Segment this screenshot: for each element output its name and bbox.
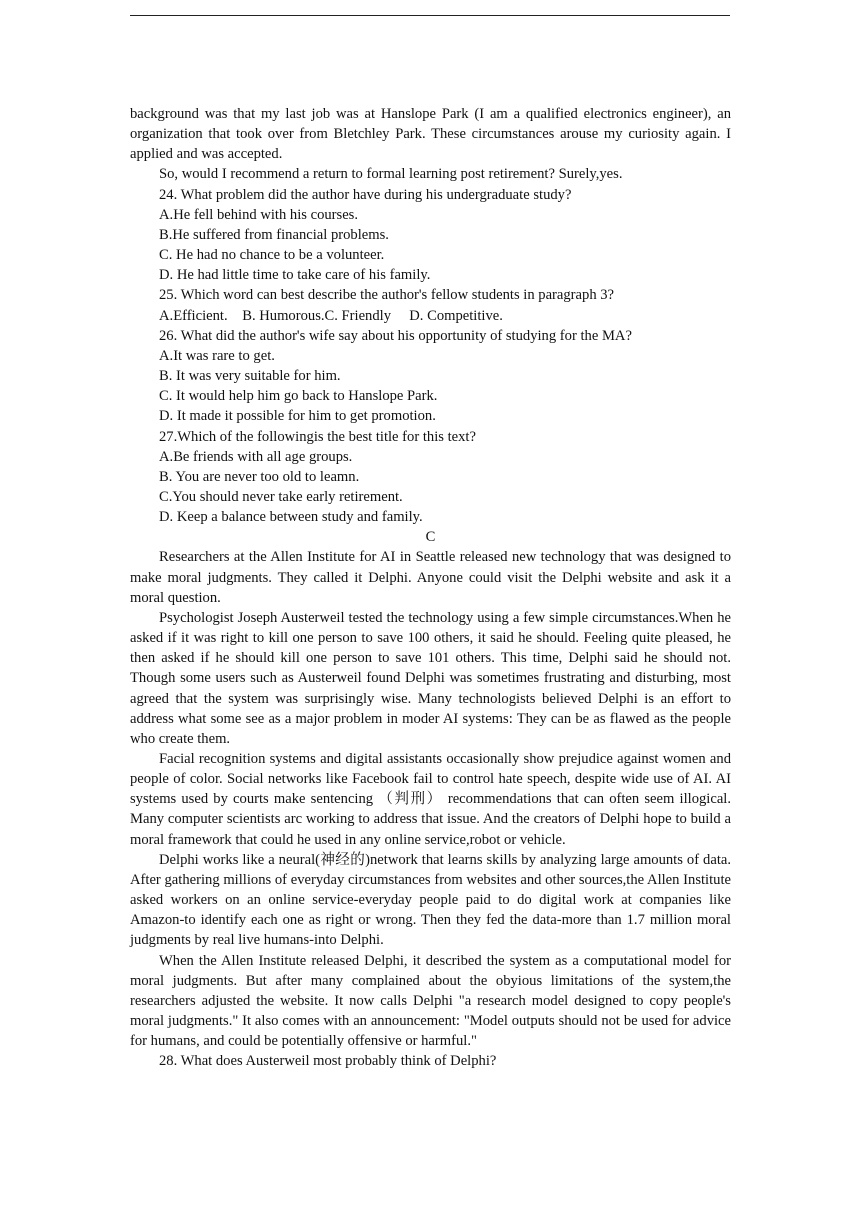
question-24-option-a: A.He fell behind with his courses.	[159, 206, 359, 223]
section-c-paragraph-2: Psychologist Joseph Austerweil tested the technology using a few simple circumstances.When he asked if it was right to kill one person to save 100 others, it said he should. Feeling quite pleased, he then asked if he should kill one person to save 101 others. This time, Delphi said he should not. Though some users such as Austerweil found Delphi was sometimes frustrating and disturbing, most agreed that the system was surprisingly wise. Many technologists believed Delphi is an effort to address what some see as a major problem in moder AI systems: They can be as flawed as the people who create them.	[130, 609, 731, 747]
question-26-option-d: D. It made it possible for him to get promotion.	[159, 408, 436, 425]
question-24-option-b: B.He suffered from financial problems.	[159, 226, 389, 243]
document-body	[130, 104, 731, 1072]
section-c-paragraph-3: Facial recognition systems and digital assistants occasionally show prejudice against women and people of color. Social networks like Facebook fail to control hate speech, despite wide use of AI. AI systems used by courts make sentencing （判刑） recommendations that can often seem illogical. Many computer scientists arc working to address that issue. And the creators of Delphi hope to build a moral framework that could he used in any online service,robot or vehicle.	[130, 751, 731, 848]
question-27-option-d: D. Keep a balance between study and family.	[159, 509, 423, 526]
question-25-option-a: A.Efficient.	[159, 307, 228, 324]
question-24-option-c: C. He had no chance to be a volunteer.	[159, 247, 385, 264]
question-27: 27.Which of the followingis the best title for this text?	[159, 428, 476, 445]
header-rule	[130, 15, 730, 16]
intro-paragraph: background was that my last job was at Hanslope Park (I am a qualified electronics engineer), an organization that took over from Bletchley Park. These circumstances arouse my curiosity again. I applied and was accepted.	[130, 106, 731, 163]
question-25-option-d: D. Competitive.	[409, 307, 503, 324]
conclusion-paragraph: So, would I recommend a return to formal learning post retirement? Surely,yes.	[159, 166, 623, 183]
question-25: 25. Which word can best describe the author's fellow students in paragraph 3?	[159, 287, 615, 304]
question-25-option-b: B. Humorous.	[242, 307, 325, 324]
question-24-option-d: D. He had little time to take care of his family.	[159, 267, 431, 284]
question-25-options	[130, 306, 731, 326]
question-27-option-b: B. You are never too old to leamn.	[159, 468, 360, 485]
question-27-option-a: A.Be friends with all age groups.	[159, 448, 353, 465]
question-26-option-c: C. It would help him go back to Hanslope Park.	[159, 388, 438, 405]
question-25-option-c: C. Friendly	[324, 307, 391, 324]
question-26-option-b: B. It was very suitable for him.	[159, 368, 341, 385]
question-27-option-c: C.You should never take early retirement.	[159, 488, 403, 505]
question-24: 24. What problem did the author have during his undergraduate study?	[159, 186, 572, 203]
section-c-paragraph-5: When the Allen Institute released Delphi, it described the system as a computational model for moral judgments. But after many complained about the obyious limitations of the system,the researchers adjusted the website. It now calls Delphi "a research model designed to copy people's moral judgments." It also comes with an announcement: "Model outputs should not be used for advice for humans, and could be potentially offensive or harmful."	[130, 952, 731, 1050]
question-28: 28. What does Austerweil most probably think of Delphi?	[159, 1053, 497, 1070]
section-c-paragraph-4: Delphi works like a neural(神经的)network that learns skills by analyzing large amounts of data. After gathering millions of everyday circumstances from websites and other sources,the Allen Institute asked workers on an online service-everyday people paid to do digital work at companies like Amazon-to identify each one as right or wrong. Then they fed the data-more than 1.7 million moral judgments by real live humans-into Delphi.	[130, 851, 731, 949]
section-c-heading: C	[425, 529, 436, 546]
question-26: 26. What did the author's wife say about his opportunity of studying for the MA?	[159, 327, 632, 344]
question-26-option-a: A.It was rare to get.	[159, 347, 275, 364]
section-c-paragraph-1: Researchers at the Allen Institute for AI in Seattle released new technology that was designed to make moral judgments. They called it Delphi. Anyone could visit the Delphi website and ask it a moral question.	[130, 549, 731, 606]
